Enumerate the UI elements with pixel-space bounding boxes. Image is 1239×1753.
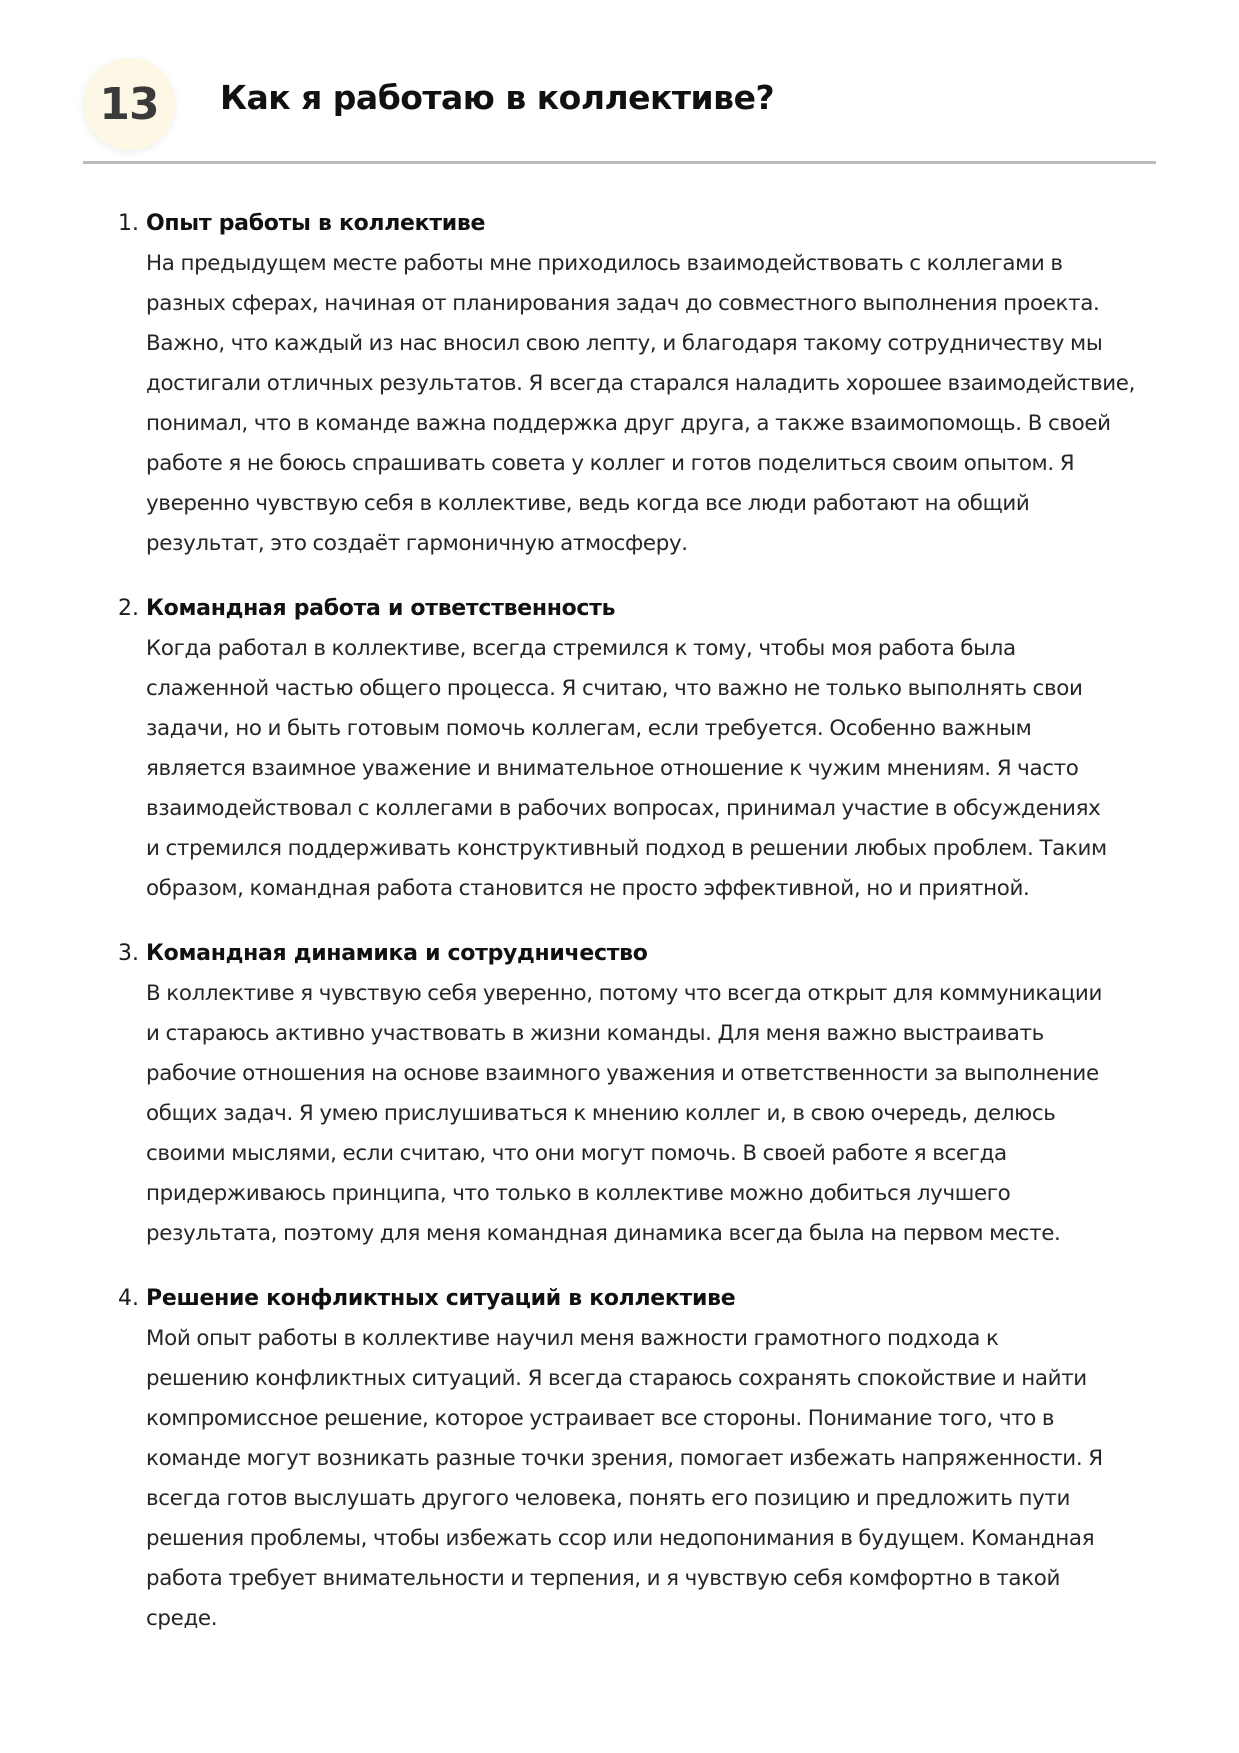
list-item-number: 4. — [118, 1286, 139, 1311]
list-item-heading — [118, 1279, 1168, 1319]
body-line: Важно, что каждый из нас вносил свою лепту, и благодаря такому сотрудничеству мы — [146, 331, 1103, 356]
body-line: решения проблемы, чтобы избежать ссор или недопонимания в будущем. Командная — [146, 1526, 1095, 1551]
body-line: На предыдущем месте работы мне приходилось взаимодействовать с коллегами в — [146, 251, 1063, 276]
body-line: и стремился поддерживать конструктивный подход в решении любых проблем. Таким — [146, 836, 1107, 861]
list-item-title: Опыт работы в коллективе — [146, 211, 486, 236]
body-line: В коллективе я чувствую себя уверенно, потому что всегда открыт для коммуникации — [146, 981, 1103, 1006]
page-title: Как я работаю в коллективе? — [220, 78, 775, 117]
list-item-number: 3. — [118, 941, 139, 966]
section-number-badge — [83, 58, 175, 150]
list-item-number: 1. — [118, 211, 139, 236]
body-line: рабочие отношения на основе взаимного уважения и ответственности за выполнение — [146, 1061, 1099, 1086]
list-item — [118, 934, 1168, 1254]
list-item — [118, 204, 1168, 564]
body-line: решению конфликтных ситуаций. Я всегда стараюсь сохранять спокойствие и найти — [146, 1366, 1087, 1391]
list-item-body — [146, 629, 1168, 909]
body-line: среде. — [146, 1606, 218, 1631]
body-line: результат, это создаёт гармоничную атмосферу. — [146, 531, 688, 556]
body-line: Мой опыт работы в коллективе научил меня важности грамотного подхода к — [146, 1326, 999, 1351]
list-item-heading — [118, 204, 1168, 244]
body-line: компромиссное решение, которое устраивает все стороны. Понимание того, что в — [146, 1406, 1055, 1431]
header-divider — [83, 161, 1156, 164]
body-line: взаимодействовал с коллегами в рабочих вопросах, принимал участие в обсуждениях — [146, 796, 1101, 821]
body-line: Когда работал в коллективе, всегда стремился к тому, чтобы моя работа была — [146, 636, 1016, 661]
body-line: и стараюсь активно участвовать в жизни команды. Для меня важно выстраивать — [146, 1021, 1044, 1046]
list-item-title: Командная работа и ответственность — [146, 596, 616, 621]
body-line: результата, поэтому для меня командная динамика всегда была на первом месте. — [146, 1221, 1061, 1246]
list-item-title: Командная динамика и сотрудничество — [146, 941, 648, 966]
body-line: работе я не боюсь спрашивать совета у коллег и готов поделиться своим опытом. Я — [146, 451, 1075, 476]
list-item-body — [146, 974, 1168, 1254]
body-line: задачи, но и быть готовым помочь коллегам, если требуется. Особенно важным — [146, 716, 1032, 741]
body-line: своими мыслями, если считаю, что они могут помочь. В своей работе я всегда — [146, 1141, 1007, 1166]
list-item-body — [146, 244, 1168, 564]
body-line: всегда готов выслушать другого человека, понять его позицию и предложить пути — [146, 1486, 1071, 1511]
body-line: работа требует внимательности и терпения, и я чувствую себя комфортно в такой — [146, 1566, 1061, 1591]
body-line: уверенно чувствую себя в коллективе, ведь когда все люди работают на общий — [146, 491, 1030, 516]
body-line: образом, командная работа становится не просто эффективной, но и приятной. — [146, 876, 1030, 901]
body-line: слаженной частью общего процесса. Я считаю, что важно не только выполнять свои — [146, 676, 1083, 701]
list-item-title: Решение конфликтных ситуаций в коллективе — [146, 1286, 736, 1311]
list-item — [118, 589, 1168, 909]
body-line: придерживаюсь принципа, что только в коллективе можно добиться лучшего — [146, 1181, 1011, 1206]
body-line: является взаимное уважение и внимательное отношение к чужим мнениям. Я часто — [146, 756, 1079, 781]
section-number: 13 — [99, 78, 159, 130]
list-item-number: 2. — [118, 596, 139, 621]
list-item-body — [146, 1319, 1168, 1639]
list-item-heading — [118, 934, 1168, 974]
numbered-list — [118, 204, 1168, 1664]
list-item-heading — [118, 589, 1168, 629]
body-line: достигали отличных результатов. Я всегда старался наладить хорошее взаимодействие, — [146, 371, 1136, 396]
body-line: понимал, что в команде важна поддержка друг друга, а также взаимопомощь. В своей — [146, 411, 1111, 436]
body-line: общих задач. Я умею прислушиваться к мнению коллег и, в свою очередь, делюсь — [146, 1101, 1056, 1126]
page-header — [83, 58, 1156, 162]
list-item — [118, 1279, 1168, 1639]
body-line: разных сферах, начиная от планирования задач до совместного выполнения проекта. — [146, 291, 1100, 316]
body-line: команде могут возникать разные точки зрения, помогает избежать напряженности. Я — [146, 1446, 1103, 1471]
